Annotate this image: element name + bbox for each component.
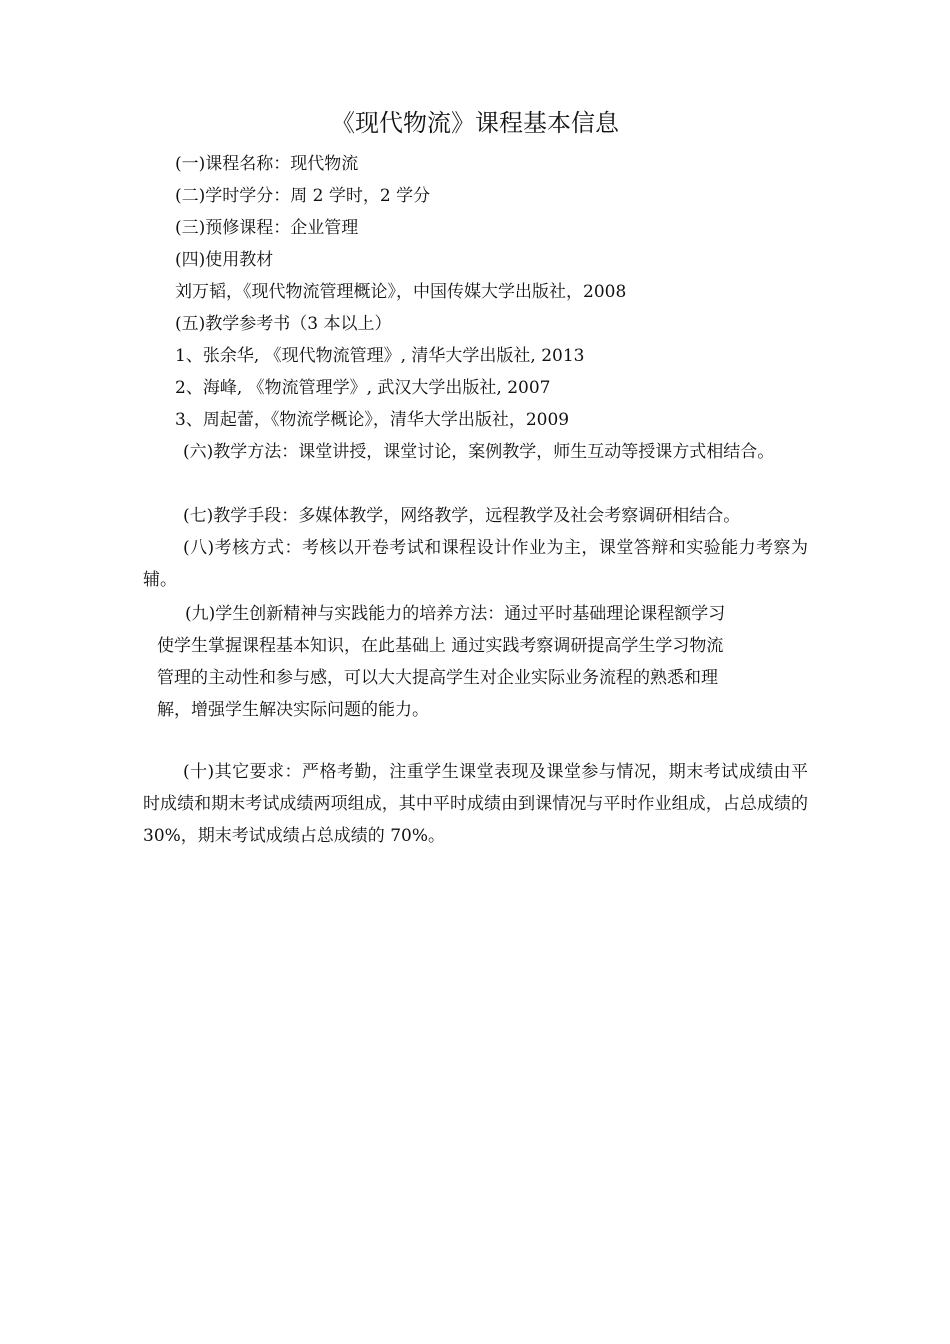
teaching-methods-paragraph: (六)教学方法：课堂讲授，课堂讨论，案例教学，师生互动等授课方式相结合。 [183,442,775,462]
teaching-means-paragraph: (七)教学手段：多媒体教学，网络教学，远程教学及社会考察调研相结合。 [183,506,741,526]
innovation-line-1: (九)学生创新精神与实践能力的培养方法：通过平时基础理论课程额学习 [185,604,726,624]
textbook-line: 刘万韬，《现代物流管理概论》，中国传媒大学出版社，2008 [175,282,627,302]
innovation-line-2: 使学生掌握课程基本知识，在此基础上 通过实践考察调研提高学生学习物流 [157,636,724,656]
textbook-heading: (四)使用教材 [175,250,274,270]
other-requirements-paragraph: (十)其它要求：严格考勤，注重学生课堂表现及课堂参与情况，期末考试成绩由平时成绩和期末考试成绩两项组成，其中平时成绩由到课情况与平时作业组成，占总成绩的 30%，期末考试成绩占总成绩的 70%。 [143,762,808,846]
prerequisite-line: (三)预修课程：企业管理 [175,218,359,238]
credit-hours-line: (二)学时学分：周 2 学时，2 学分 [175,186,431,206]
assessment-paragraph: (八)考核方式：考核以开卷考试和课程设计作业为主，课堂答辩和实验能力考察为辅。 [143,538,808,590]
innovation-line-3: 管理的主动性和参与感，可以大大提高学生对企业实际业务流程的熟悉和理 [157,668,718,688]
reference-item-2: 2、海峰, 《物流管理学》, 武汉大学出版社, 2007 [175,378,551,398]
course-name-line: (一)课程名称：现代物流 [175,154,359,174]
innovation-line-4: 解，增强学生解决实际问题的能力。 [157,700,429,720]
document-title: 《现代物流》课程基本信息 [331,109,619,137]
reference-item-1: 1、张余华, 《现代物流管理》, 清华大学出版社, 2013 [175,346,585,366]
references-heading: (五)教学参考书（3 本以上） [175,314,392,334]
innovation-paragraph [0,598,950,728]
reference-item-3: 3、周起蕾，《物流学概论》，清华大学出版社，2009 [175,410,570,430]
